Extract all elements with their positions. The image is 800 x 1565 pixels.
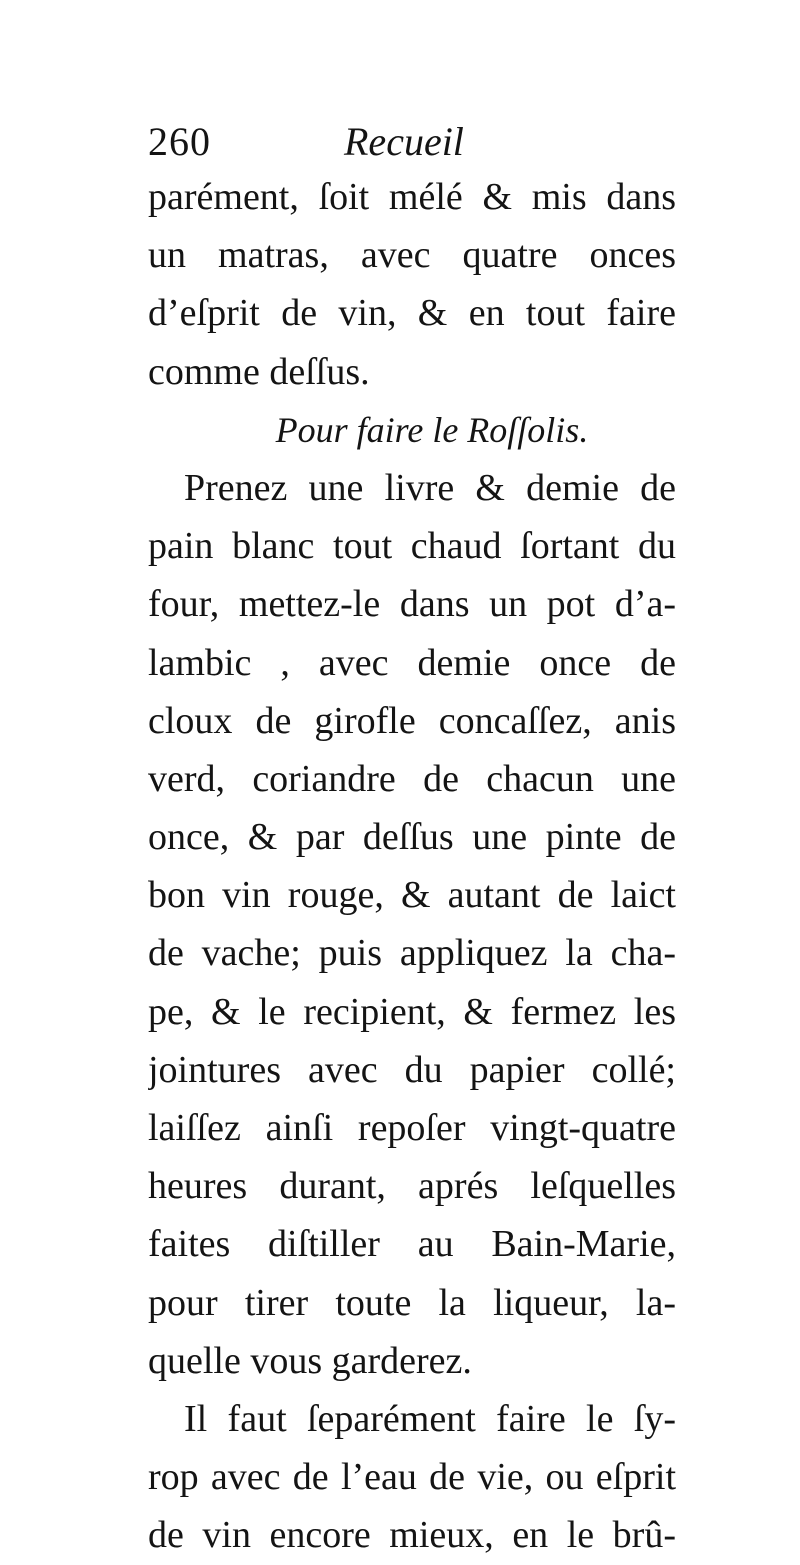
text-line: lambic , avec demie once de — [148, 641, 676, 684]
text-line: jointures avec du papier collé; — [148, 1048, 676, 1091]
text-line: cloux de girofle concaſſez, anis — [148, 699, 676, 742]
text-line: heures durant, aprés leſquelles — [148, 1165, 676, 1208]
text-line: verd, coriandre de chacun une — [148, 757, 676, 800]
paragraph-continued — [148, 168, 676, 401]
text-line: quelle vous garderez. — [148, 1339, 472, 1382]
paragraph-syrup — [148, 1390, 676, 1565]
text-line: once, & par deſſus une pinte de — [148, 816, 676, 859]
text-line: pain blanc tout chaud ſortant du — [148, 525, 676, 568]
text-line: parément, ſoit mélé & mis dans — [148, 176, 676, 218]
text-line: rop avec de l’eau de vie, ou eſprit — [148, 1456, 676, 1499]
section-heading: Pour faire le Roſſolis. — [275, 409, 589, 450]
text-line: laiſſez ainſi repoſer vingt-quatre — [148, 1107, 676, 1149]
text-line: pe, & le recipient, & fermez les — [148, 990, 676, 1033]
text-line: un matras, avec quatre onces — [148, 234, 676, 277]
text-line: comme deſſus. — [148, 350, 370, 393]
text-line: d’eſprit de vin, & en tout faire — [148, 292, 676, 335]
body-text — [148, 168, 676, 1565]
text-line: faites diſtiller au Bain-Marie, — [148, 1223, 676, 1266]
text-line: de vache; puis appliquez la cha- — [148, 932, 676, 975]
text-line: Il faut ſeparément faire le ſy- — [184, 1397, 676, 1440]
running-head — [148, 118, 688, 168]
text-line: bon vin rouge, & autant de laict — [148, 874, 676, 917]
running-title: Recueil — [344, 119, 464, 164]
text-line: pour tirer toute la liqueur, la- — [148, 1281, 676, 1324]
text-line: de vin encore mieux, en le brû- — [148, 1514, 676, 1557]
page-number: 260 — [148, 119, 211, 164]
paragraph-recipe — [148, 459, 676, 1390]
text-line: four, mettez-le dans un pot d’a- — [148, 583, 676, 626]
text-line: Prenez une livre & demie de — [184, 466, 676, 509]
